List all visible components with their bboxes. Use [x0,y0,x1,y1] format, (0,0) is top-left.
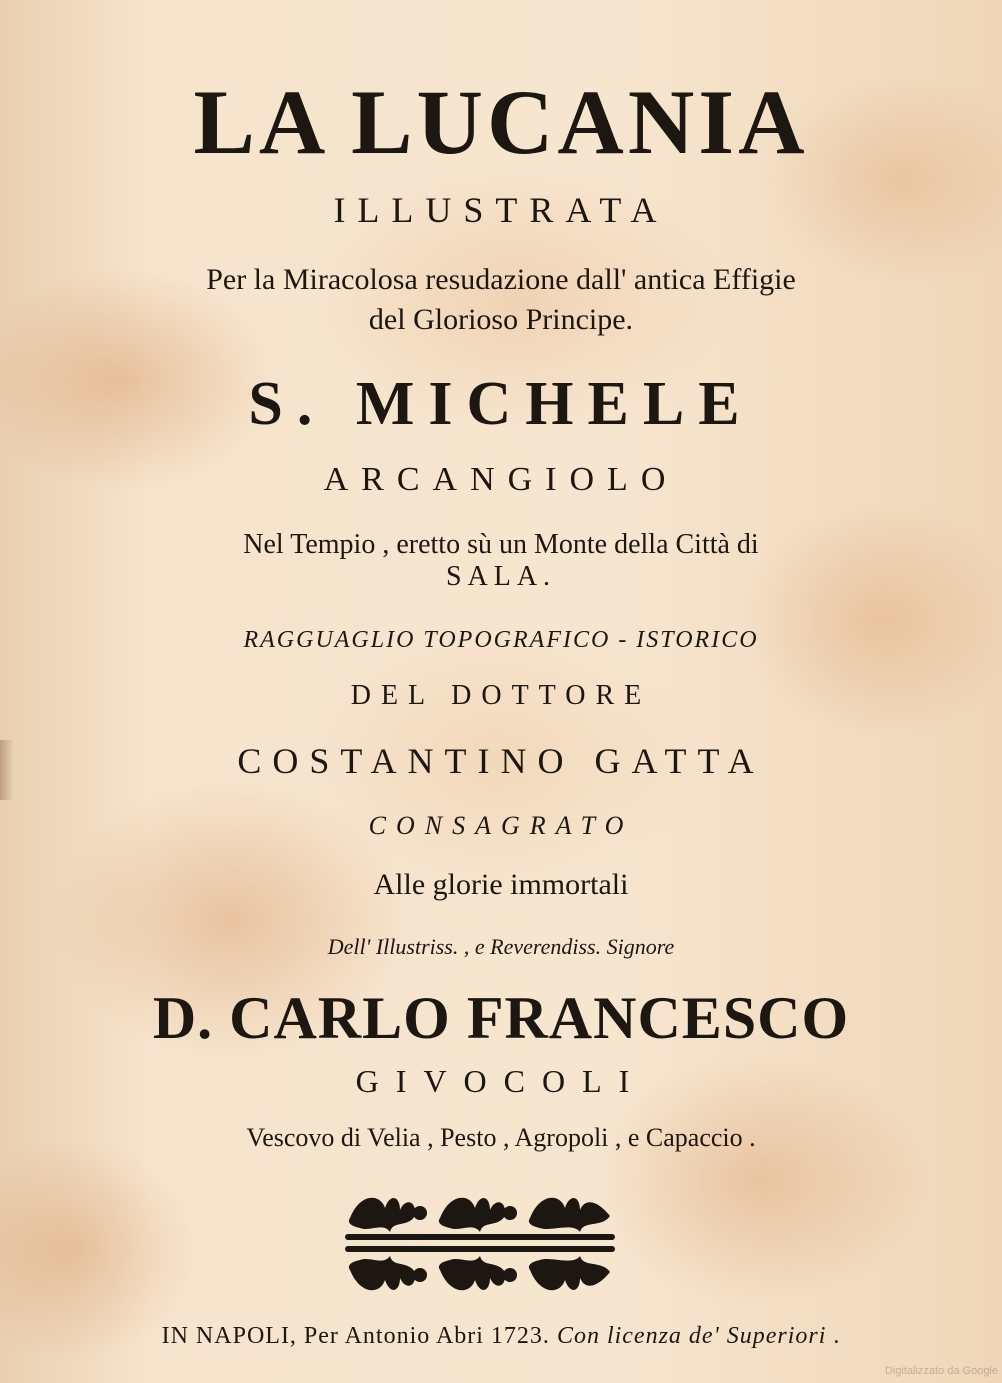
dedicatee-honorific: Dell' Illustriss. , e Reverendiss. Signore [327,934,675,959]
dedicatee-name: D. CARLO FRANCESCO [152,985,850,1051]
fleuron-row-top [345,1198,615,1240]
description-line-1: Per la Miracolosa resudazione dall' antica Effigie [206,263,796,296]
fleuron-row-bottom [345,1246,615,1290]
work-type: RAGGUAGLIO TOPOGRAFICO - ISTORICO [243,627,759,653]
author-name: COSTANTINO GATTA [237,741,765,781]
imprint [0,1320,1002,1352]
dedicatee-office: Vescovo di Velia , Pesto , Agropoli , e Capaccio . [246,1123,756,1152]
dedication-line: Alle glorie immortali [373,868,629,901]
consecrated-label: CONSAGRATO [368,811,634,840]
imprint-end: . [833,1323,841,1349]
place-line-1: Nel Tempio , eretto sù un Monte della Città di [243,529,759,560]
book-subtitle: ILLUSTRATA [333,190,669,230]
saint-name: S. MICHELE [248,370,754,438]
book-title: LA LUCANIA [193,71,809,173]
digitization-watermark: Digitalizzato da Google [884,1365,998,1377]
saint-title: ARCANGIOLO [323,461,679,498]
printer-fleuron-ornament [345,1188,615,1300]
description-line-2: del Glorioso Principe. [368,303,634,336]
imprint-place-printer: IN NAPOLI, Per Antonio Abri 1723. [161,1323,550,1349]
author-prefix: DEL DOTTORE [350,680,652,711]
dedicatee-surname: GIVOCOLI [355,1063,647,1099]
imprint-license: Con licenza de' Superiori [556,1323,827,1349]
place-line-2: SALA. [445,561,557,592]
